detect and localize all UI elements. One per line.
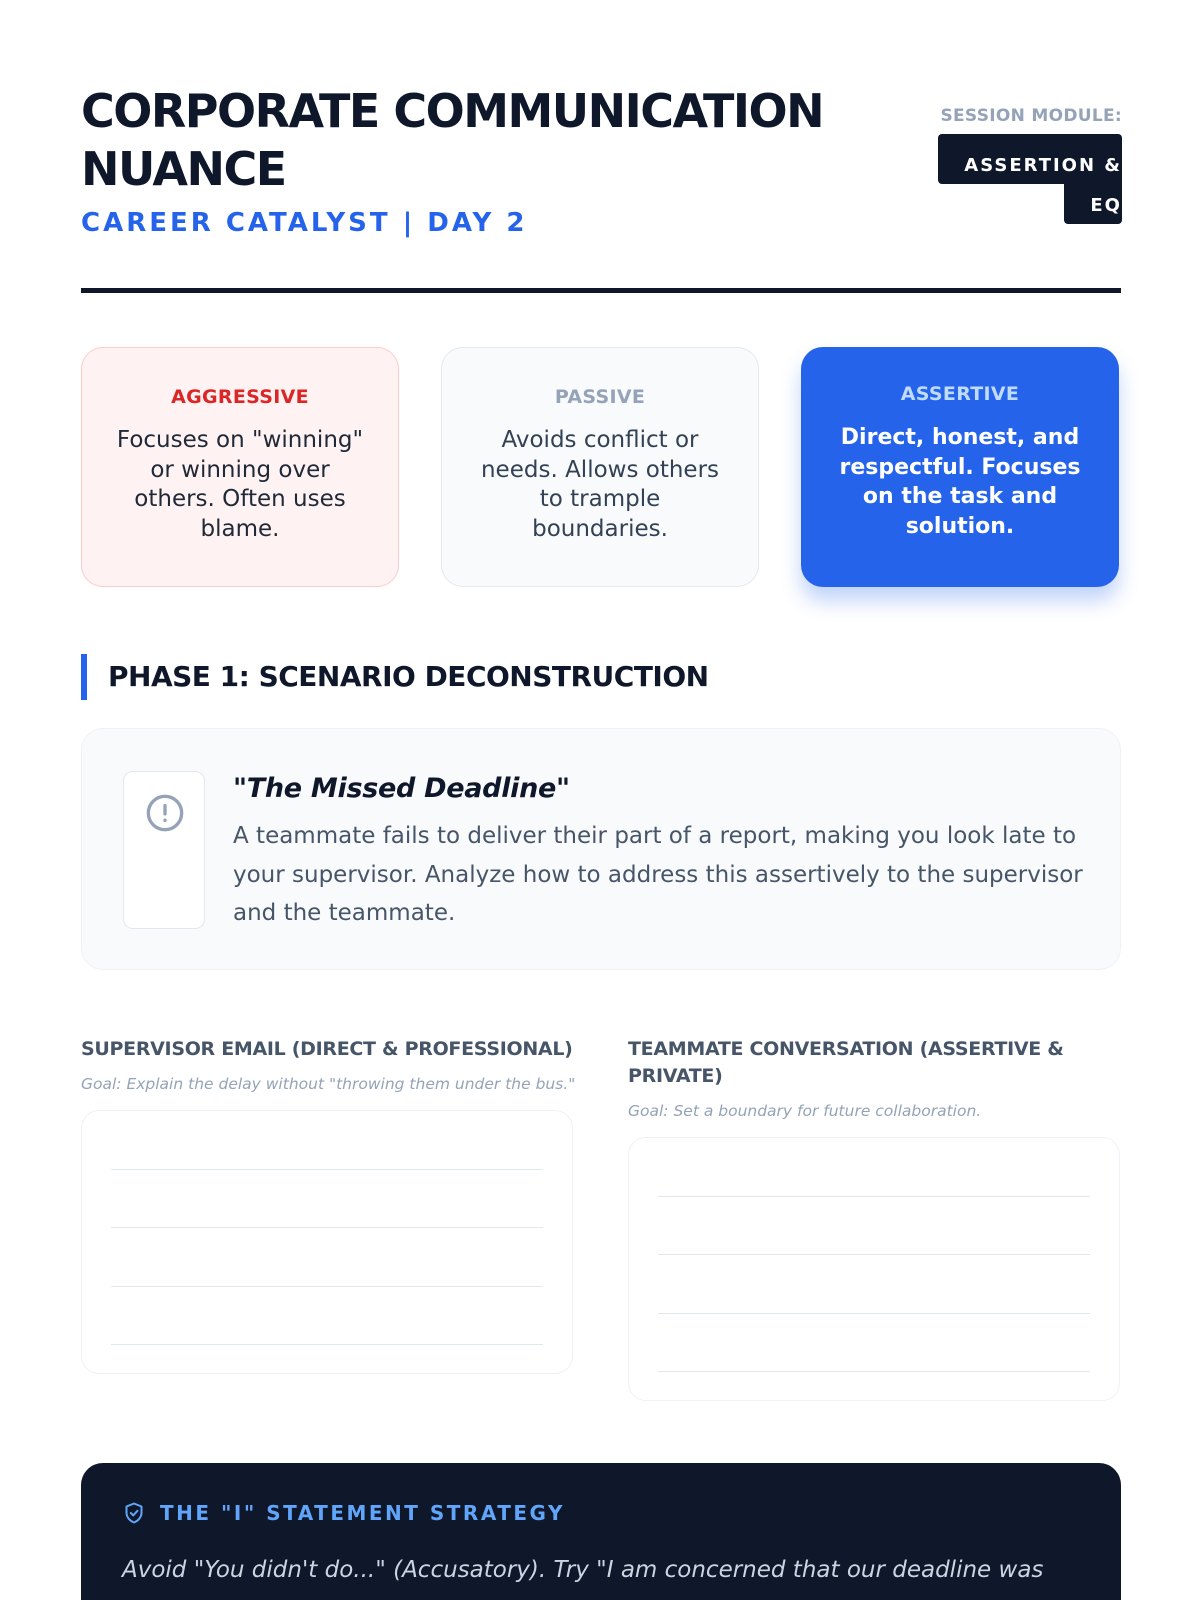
writing-line	[111, 1169, 543, 1170]
scenario-title: "The Missed Deadline"	[233, 773, 570, 804]
supervisor-email-section	[81, 1036, 576, 1374]
writing-line	[658, 1254, 1090, 1255]
writing-line	[658, 1313, 1090, 1314]
header-divider	[81, 288, 1121, 293]
teammate-conversation-section	[628, 1036, 1120, 1401]
response-goal: Goal: Explain the delay without "throwing them under the bus."	[81, 1075, 576, 1093]
teammate-conversation-answer-area[interactable]	[628, 1137, 1120, 1401]
style-card-description: Focuses on "winning" or winning over others. Often uses blame.	[116, 427, 364, 542]
style-card-description: Direct, honest, and respectful. Focuses on the task and solution.	[839, 425, 1081, 539]
strategy-title: THE "I" STATEMENT STRATEGY	[160, 1501, 566, 1525]
writing-line	[111, 1286, 543, 1287]
session-module-label: SESSION MODULE:	[940, 106, 1122, 126]
strategy-heading	[122, 1501, 565, 1525]
style-card-assertive	[801, 347, 1119, 587]
session-module-value: ASSERTION & EQ	[964, 155, 1122, 216]
style-card-aggressive	[81, 347, 399, 587]
session-module-badge	[938, 134, 1122, 226]
style-card-passive	[441, 347, 759, 587]
strategy-body: Avoid "You didn't do..." (Accusatory). Try "I am concerned that our deadline was	[122, 1557, 1044, 1583]
strategy-panel	[81, 1463, 1121, 1600]
writing-line	[658, 1371, 1090, 1372]
phase-heading: PHASE 1: SCENARIO DECONSTRUCTION	[81, 654, 709, 700]
page-title: CORPORATE COMMUNICATION NUANCE	[81, 84, 824, 196]
session-module	[938, 106, 1122, 226]
writing-line	[658, 1196, 1090, 1197]
response-label: TEAMMATE CONVERSATION (ASSERTIVE & PRIVATE)	[628, 1038, 1064, 1087]
response-label: SUPERVISOR EMAIL (DIRECT & PROFESSIONAL)	[81, 1038, 573, 1060]
shield-check-icon	[122, 1501, 146, 1525]
response-goal: Goal: Set a boundary for future collaboration.	[628, 1102, 982, 1120]
style-card-description: Avoids conflict or needs. Allows others to trample boundaries.	[480, 427, 720, 542]
supervisor-email-answer-area[interactable]	[81, 1110, 573, 1374]
page-subtitle: CAREER CATALYST | DAY 2	[81, 208, 528, 238]
scenario-description: A teammate fails to deliver their part of a report, making you look late to your supervisor. Analyze how to address this assertively to the supervisor and the teammate.	[233, 823, 1083, 926]
writing-line	[111, 1227, 543, 1228]
scenario-icon-frame	[123, 771, 205, 929]
style-card-title: ASSERTIVE	[900, 383, 1020, 405]
scenario-card	[81, 728, 1121, 970]
writing-line	[111, 1344, 543, 1345]
style-card-title: PASSIVE	[554, 386, 646, 408]
style-card-title: AGGRESSIVE	[171, 386, 309, 408]
alert-circle-icon	[145, 793, 185, 833]
